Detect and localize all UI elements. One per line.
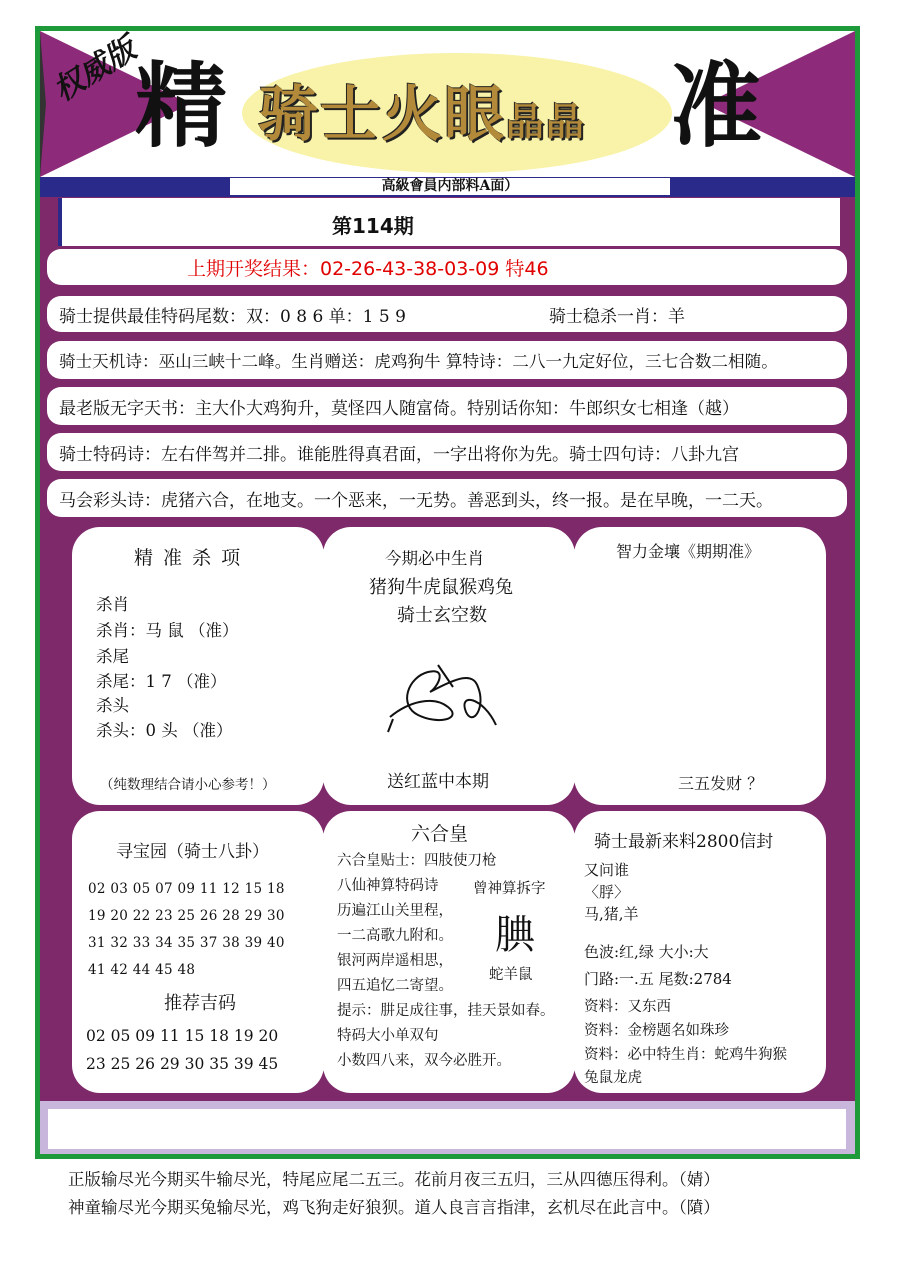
letter-title: 骑士最新来料2800信封 (594, 832, 774, 852)
recommend-nums-2: 23 25 26 29 30 35 39 45 (86, 1055, 279, 1073)
liuhe-line-2: 八仙神算特码诗 (337, 878, 439, 894)
letter-line-1: 又问谁 (584, 861, 630, 879)
page-frame (35, 26, 860, 1159)
kill-line-5: 杀头 (96, 696, 129, 715)
tail-row (47, 296, 847, 332)
wisdom-title: 智力金壤《期期准》 (616, 542, 761, 561)
treasure-nums-2: 19 20 22 23 25 26 28 29 30 (88, 908, 285, 924)
letter-line-7: 资料：又东西 (584, 999, 671, 1015)
signature-scribble (378, 647, 508, 737)
liuhe-line-7: 提示：肼足成往事，挂天景如春。 (337, 1003, 555, 1019)
poem-row-2: 最老版无字天书：主大仆大鸡狗升，莫怪四人随富倚。特别话你知：牛郎织女七相逢（越） (47, 387, 847, 425)
footer-inner (48, 1109, 846, 1149)
liuhe-line-6: 四五追忆二寄望。 (337, 978, 453, 994)
letter-line-8: 资料：金榜题名如珠珍 (584, 1023, 729, 1039)
zodiac-line-2: 猪狗牛虎鼠猴鸡兔 (369, 577, 513, 598)
letter-line-10: 兔鼠龙虎 (584, 1070, 642, 1086)
zodiac-line-4: 送红蓝中本期 (387, 772, 489, 792)
tail-numbers: 骑士提供最佳特码尾数：双：0 8 6 单：1 5 9 (59, 306, 406, 327)
treasure-nums-1: 02 03 05 07 09 11 12 15 18 (88, 881, 285, 897)
poem-row-3: 骑士特码诗：左右伴驾并二排。谁能胜得真君面，一字出将你为先。骑士四句诗：八卦九宫 (47, 433, 847, 471)
chaizi-sub: 蛇羊鼠 (489, 967, 533, 983)
title-right-char: 准 (670, 53, 763, 160)
issue-box (58, 198, 840, 246)
kill-line-1: 杀肖 (96, 595, 129, 614)
liuhe-line-5: 银河两岸遥相思， (337, 953, 453, 969)
chaizi-title: 曾神算拆字 (473, 881, 546, 897)
poem-row-1: 骑士天机诗：巫山三峡十二峰。生肖赠送：虎鸡狗牛 算特诗：二八一九定好位，三七合数二相随。 (47, 341, 847, 379)
kill-line-6: 杀头：0 头 （准） (96, 721, 233, 740)
letter-line-2: 〈脬〉 (584, 883, 630, 901)
poem-row-4: 马会彩头诗：虎猪六合，在地支。一个恶来，一无势。善恶到头，终一报。是在早晚，一二天。 (47, 479, 847, 517)
left-triangle-outline (40, 31, 46, 177)
chaizi-char: 腆 (495, 912, 535, 958)
letter-line-3: 马,猪,羊 (584, 905, 639, 923)
recommend-nums-1: 02 05 09 11 15 18 19 20 (86, 1027, 279, 1045)
title-left-char: 精 (135, 53, 228, 160)
kill-note: （纯数理结合请小心参考！） (100, 777, 276, 793)
liuhe-line-9: 小数四八来，双今必胜开。 (337, 1053, 511, 1069)
panel-letter (574, 811, 826, 1093)
liuhe-line-3: 历遍江山关里程， (337, 903, 453, 919)
last-result-row (47, 249, 847, 285)
bottom-line-1: 正版输尽光今期买牛输尽光，特尾应尾二五三。花前月夜三五归，三从四德压得利。（婧） (68, 1170, 720, 1189)
last-result: 上期开奖结果：02-26-43-38-03-09 特46 (187, 257, 549, 280)
panel-wisdom (574, 527, 826, 805)
issue-number: 第114期 (332, 214, 414, 238)
zodiac-line-1: 今期必中生肖 (385, 549, 484, 568)
kill-line-2: 杀肖：马 鼠 （准） (96, 621, 239, 640)
panel-zodiac (323, 527, 575, 805)
kill-title: 精 准 杀 项 (134, 547, 243, 569)
brand-main: 骑士火眼 (258, 80, 506, 150)
bottom-line-2: 神童输尽光今期买兔输尽光，鸡飞狗走好狼狈。道人良言言指津，玄机尽在此言中。（隫） (68, 1198, 720, 1217)
letter-line-9: 资料：必中特生肖：蛇鸡牛狗猴 (584, 1047, 787, 1063)
brand-small: 晶晶 (506, 100, 587, 144)
footer-box (40, 1101, 855, 1154)
treasure-nums-4: 41 42 44 45 48 (88, 962, 196, 978)
stable-kill: 骑士稳杀一肖：羊 (549, 306, 685, 327)
liuhe-line-4: 一二高歌九附和。 (337, 928, 453, 944)
liuhe-title: 六合皇 (411, 823, 469, 845)
kill-line-4: 杀尾：1 7 （准） (96, 672, 227, 691)
panel-treasure (72, 811, 324, 1093)
kill-line-3: 杀尾 (96, 647, 129, 666)
liuhe-line-1: 六合皇贴士：四肢使刀枪 (337, 853, 497, 869)
panel-kill-items (72, 527, 324, 805)
recommend-title: 推荐吉码 (164, 993, 236, 1014)
brand-title (258, 67, 586, 153)
treasure-nums-3: 31 32 33 34 35 37 38 39 40 (88, 935, 285, 951)
zodiac-line-3: 骑士玄空数 (397, 605, 487, 626)
panel-liuhe (323, 811, 575, 1093)
liuhe-line-8: 特码大小单双句 (337, 1028, 439, 1044)
letter-line-5: 色波:红,绿 大小:大 (584, 943, 709, 961)
header (40, 31, 855, 177)
wisdom-bottom: 三五发财 ？ (678, 774, 764, 793)
badge-text: 权威版 (47, 31, 143, 109)
subtitle: 高級會員内部料A面） (230, 178, 670, 195)
letter-line-6: 门路:一.五 尾数:2784 (584, 970, 732, 988)
treasure-title: 寻宝园（骑士八卦） (116, 842, 269, 862)
